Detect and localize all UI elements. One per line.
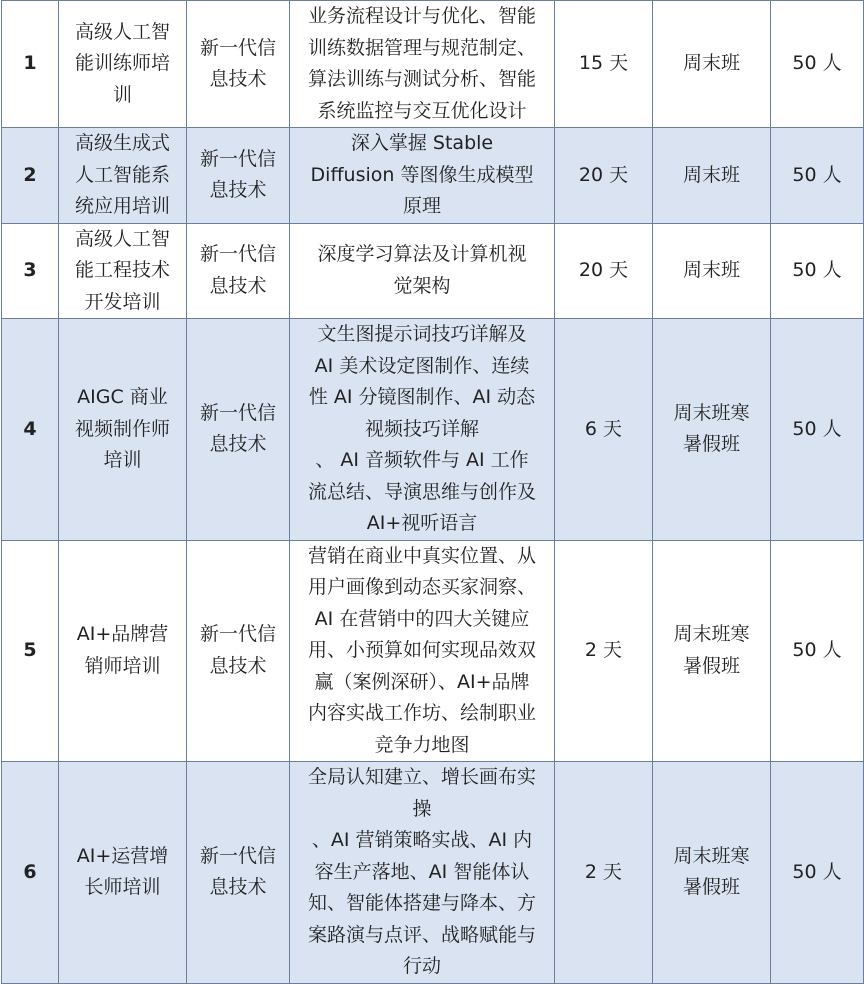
course-name: 高级人工智 能训练师培 训 (59, 1, 187, 128)
course-schedule: 周末班 (653, 128, 771, 224)
row-number: 5 (2, 540, 59, 762)
course-content: 深度学习算法及计算机视 觉架构 (290, 223, 555, 319)
course-duration: 20 天 (555, 128, 653, 224)
course-duration: 6 天 (555, 319, 653, 541)
course-capacity: 50 人 (771, 1, 864, 128)
course-category: 新一代信 息技术 (187, 128, 290, 224)
table-row (2, 128, 864, 224)
course-capacity: 50 人 (771, 128, 864, 224)
course-content: 文生图提示词技巧详解及 AI 美术设定图制作、连续 性 AI 分镜图制作、AI 动态 视频技巧详解 、 AI 音频软件与 AI 工作 流总结、导演思维与创作及 AI+视听语言 (290, 319, 555, 541)
table-row (2, 319, 864, 541)
course-content: 全局认知建立、增长画布实 操 、AI 营销策略实战、AI 内 容生产落地、AI 智能体认 知、智能体搭建与降本、方 案路演与点评、战略赋能与 行动 (290, 762, 555, 984)
course-duration: 2 天 (555, 762, 653, 984)
course-content: 深入掌握 Stable Diffusion 等图像生成模型 原理 (290, 128, 555, 224)
course-name: AI+运营增 长师培训 (59, 762, 187, 984)
course-name: AI+品牌营 销师培训 (59, 540, 187, 762)
course-table (1, 0, 864, 984)
course-category: 新一代信 息技术 (187, 319, 290, 541)
table-row (2, 223, 864, 319)
course-schedule: 周末班 (653, 223, 771, 319)
row-number: 4 (2, 319, 59, 541)
course-capacity: 50 人 (771, 540, 864, 762)
course-name: AIGC 商业 视频制作师 培训 (59, 319, 187, 541)
table-row (2, 762, 864, 984)
course-category: 新一代信 息技术 (187, 1, 290, 128)
course-category: 新一代信 息技术 (187, 223, 290, 319)
course-capacity: 50 人 (771, 223, 864, 319)
table-row (2, 540, 864, 762)
course-capacity: 50 人 (771, 762, 864, 984)
course-category: 新一代信 息技术 (187, 540, 290, 762)
table-row (2, 1, 864, 128)
row-number: 1 (2, 1, 59, 128)
course-name: 高级人工智 能工程技术 开发培训 (59, 223, 187, 319)
course-schedule: 周末班 (653, 1, 771, 128)
course-capacity: 50 人 (771, 319, 864, 541)
course-duration: 15 天 (555, 1, 653, 128)
course-name: 高级生成式 人工智能系 统应用培训 (59, 128, 187, 224)
row-number: 6 (2, 762, 59, 984)
course-content: 营销在商业中真实位置、从 用户画像到动态买家洞察、 AI 在营销中的四大关键应 用、小预算如何实现品效双 赢（案例深研）、AI+品牌 内容实战工作坊、绘制职业 竞争力地图 (290, 540, 555, 762)
course-category: 新一代信 息技术 (187, 762, 290, 984)
course-schedule: 周末班寒 暑假班 (653, 540, 771, 762)
course-schedule: 周末班寒 暑假班 (653, 319, 771, 541)
course-duration: 2 天 (555, 540, 653, 762)
course-schedule: 周末班寒 暑假班 (653, 762, 771, 984)
course-content: 业务流程设计与优化、智能 训练数据管理与规范制定、 算法训练与测试分析、智能 系统监控与交互优化设计 (290, 1, 555, 128)
row-number: 2 (2, 128, 59, 224)
course-duration: 20 天 (555, 223, 653, 319)
row-number: 3 (2, 223, 59, 319)
